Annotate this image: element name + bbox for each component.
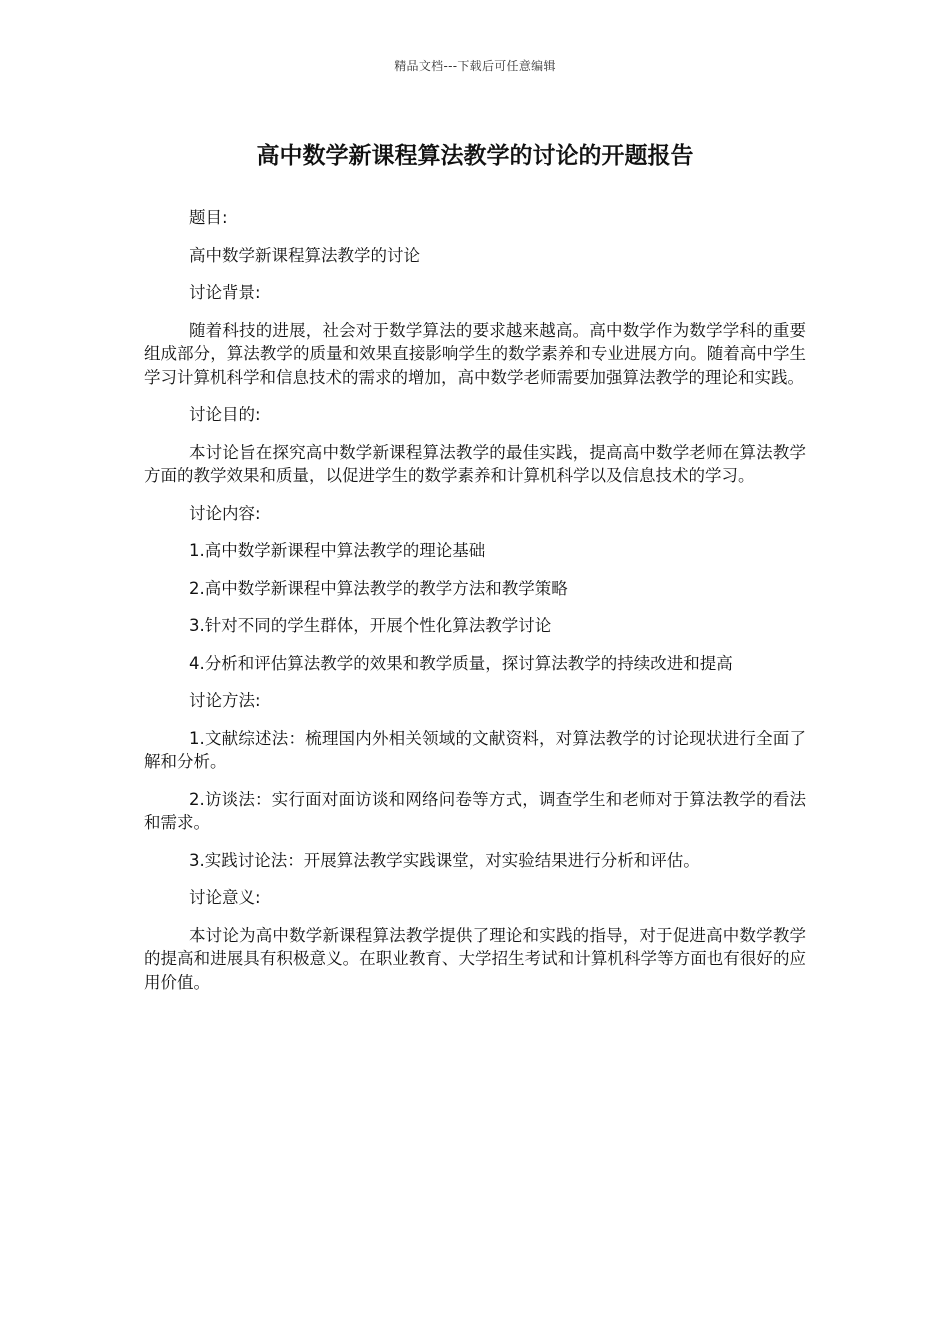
label-purpose: 讨论目的: <box>189 405 261 424</box>
label-topic: 题目: <box>189 208 228 227</box>
document-title: 高中数学新课程算法教学的讨论的开题报告 <box>256 143 694 169</box>
content-item-1: 1.高中数学新课程中算法教学的理论基础 <box>189 541 486 560</box>
purpose-text: 本讨论旨在探究高中数学新课程算法教学的最佳实践，提高高中数学老师在算法教学方面的教学效果和质量，以促进学生的数学素养和计算机科学以及信息技术的学习。 <box>144 442 806 485</box>
method-item-1: 1.文献综述法：梳理国内外相关领域的文献资料，对算法教学的讨论现状进行全面了解和分析。 <box>144 728 806 771</box>
label-significance: 讨论意义: <box>189 888 261 907</box>
label-method: 讨论方法: <box>189 691 261 710</box>
content-item-3: 3.针对不同的学生群体，开展个性化算法教学讨论 <box>189 616 552 635</box>
document-body <box>144 206 806 1008</box>
significance-text: 本讨论为高中数学新课程算法教学提供了理论和实践的指导，对于促进高中数学教学的提高和进展具有积极意义。在职业教育、大学招生考试和计算机科学等方面也有很好的应用价值。 <box>144 925 806 992</box>
label-content: 讨论内容: <box>189 503 261 523</box>
method-item-3: 3.实践讨论法：开展算法教学实践课堂，对实验结果进行分析和评估。 <box>189 850 700 870</box>
method-item-2: 2.访谈法：实行面对面访谈和网络问卷等方式，调查学生和老师对于算法教学的看法和需求。 <box>144 789 806 832</box>
header-note: 精品文档---下载后可任意编辑 <box>394 59 556 73</box>
topic-text: 高中数学新课程算法教学的讨论 <box>189 245 420 265</box>
content-item-2: 2.高中数学新课程中算法教学的教学方法和教学策略 <box>189 578 568 598</box>
content-item-4: 4.分析和评估算法教学的效果和教学质量，探讨算法教学的持续改进和提高 <box>189 653 733 673</box>
label-background: 讨论背景: <box>189 283 261 302</box>
background-text: 随着科技的进展，社会对于数学算法的要求越来越高。高中数学作为数学学科的重要组成部分，算法教学的质量和效果直接影响学生的数学素养和专业进展方向。随着高中学生学习计算机科学和信息技术的需求的增加，高中数学老师需要加强算法教学的理论和实践。 <box>144 320 806 387</box>
